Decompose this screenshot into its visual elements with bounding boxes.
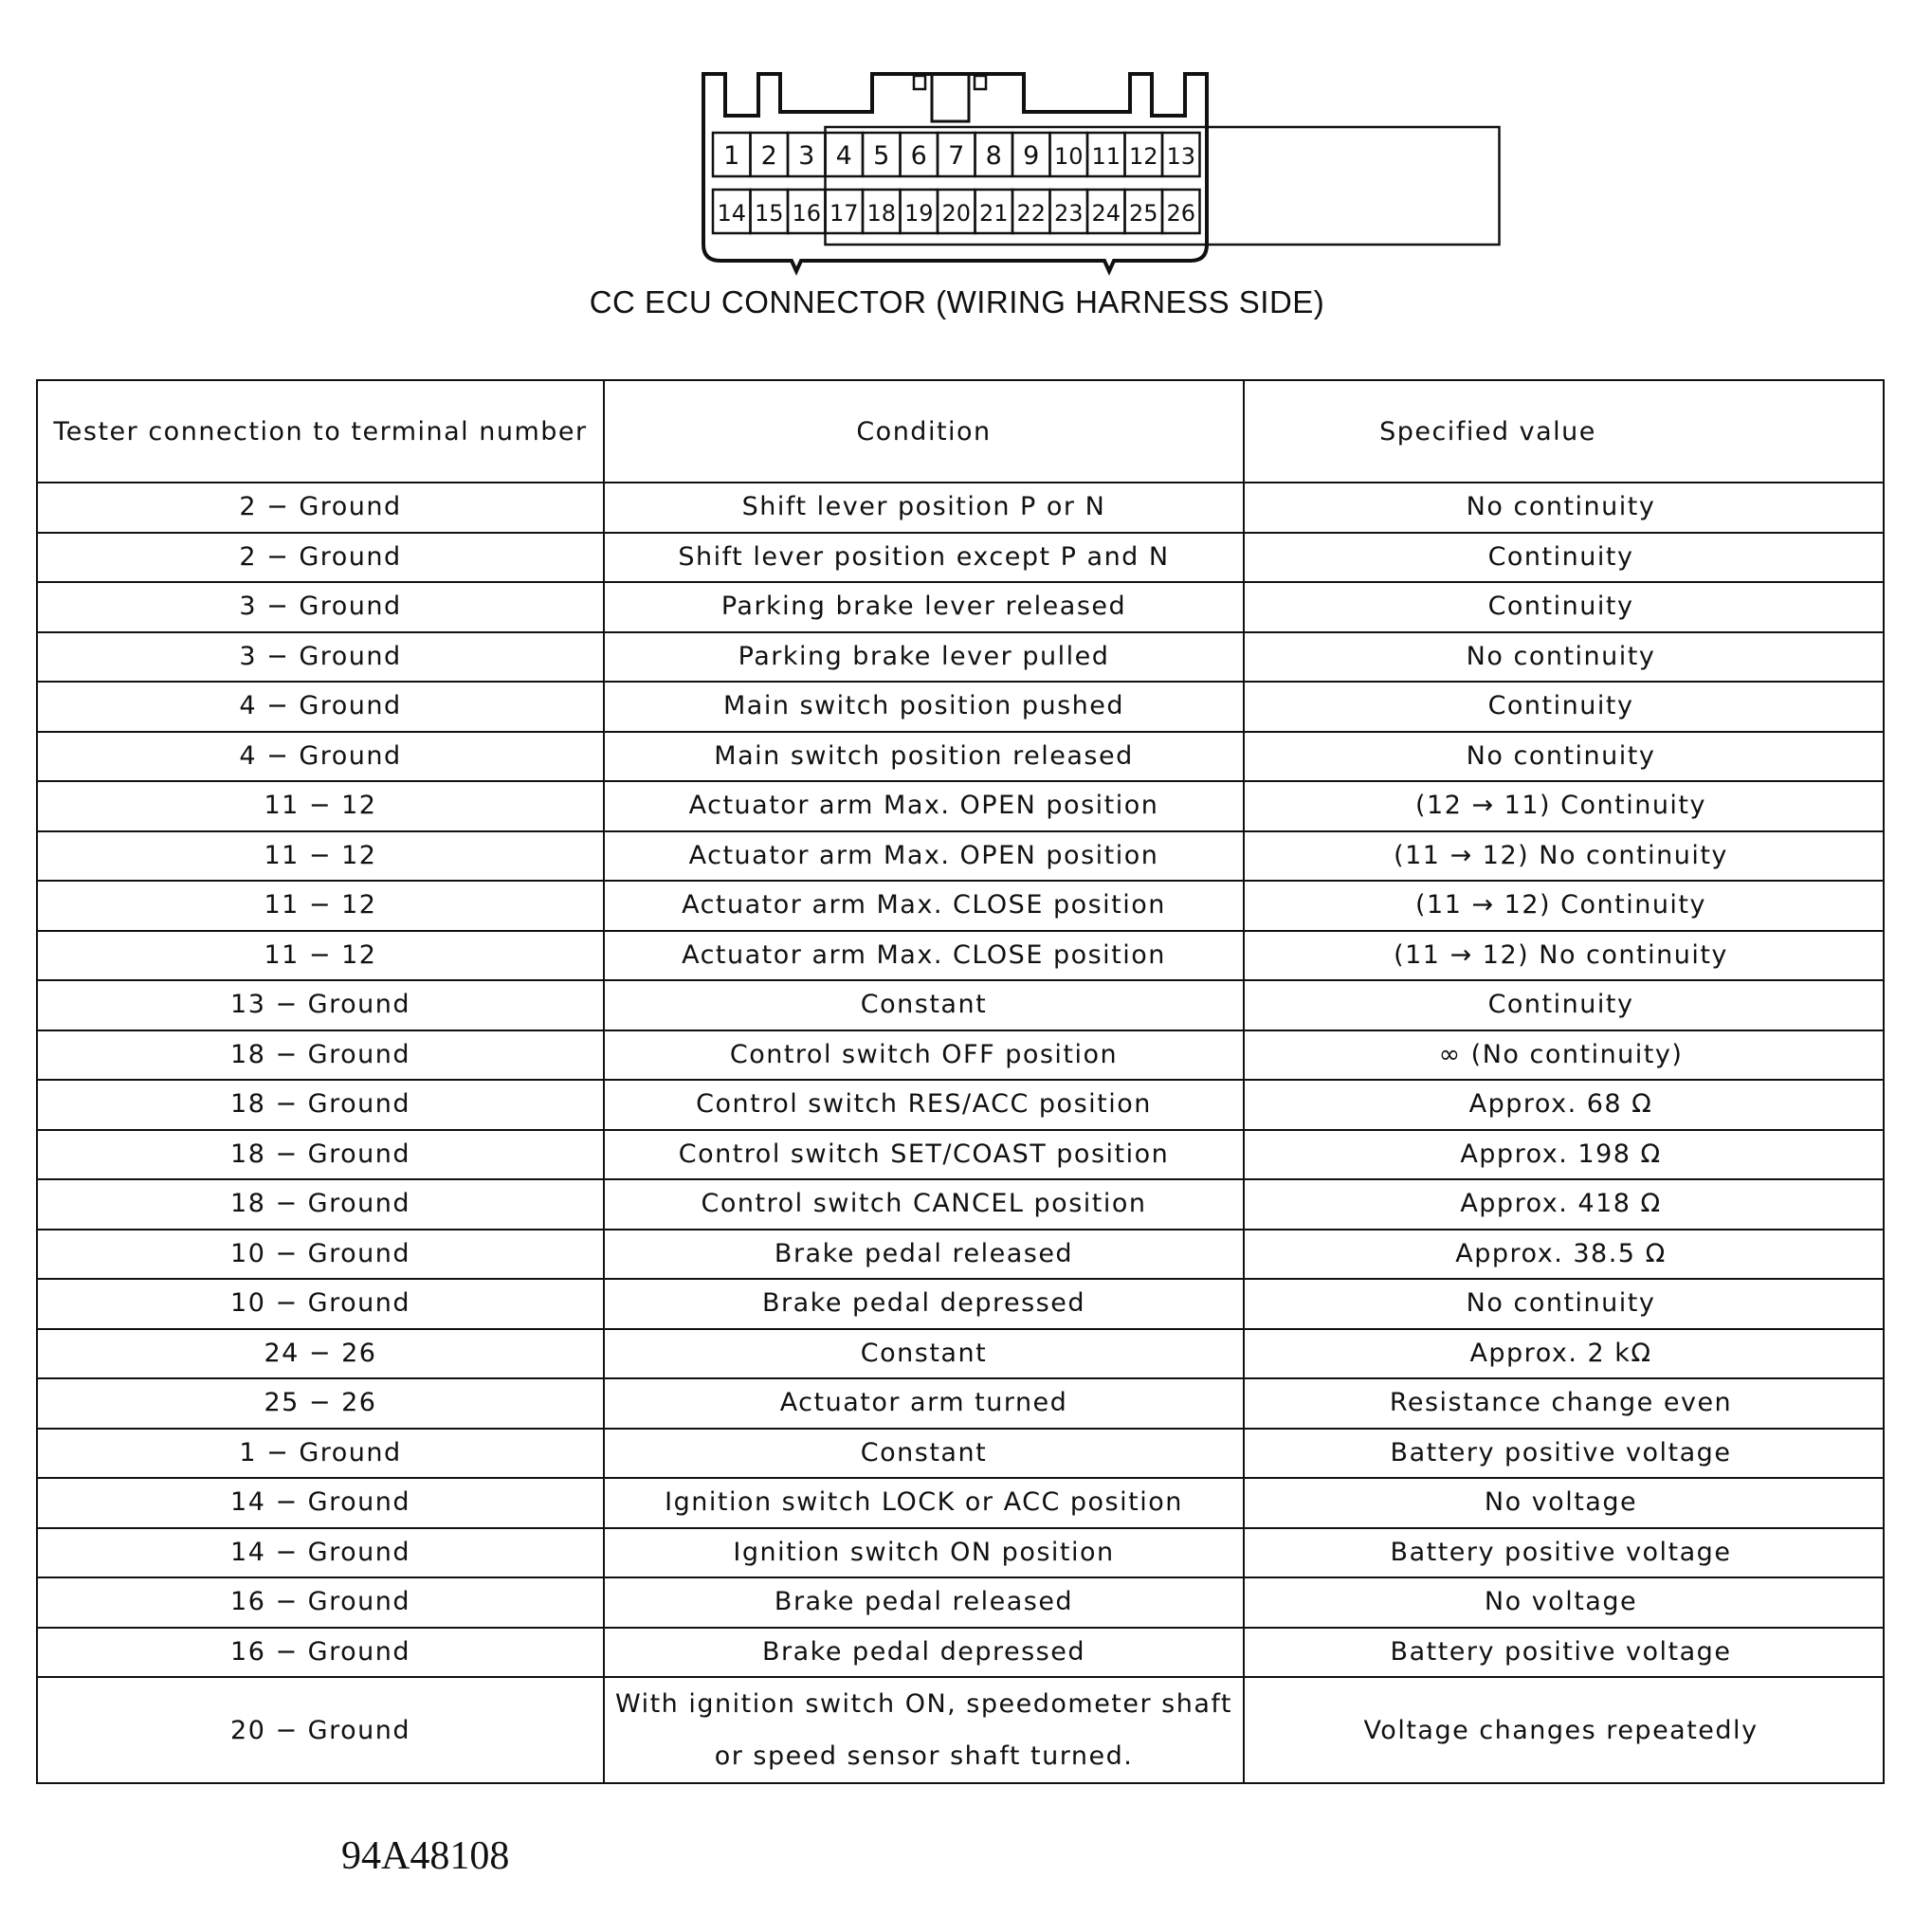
table-row xyxy=(37,1279,1884,1329)
terminal-number: 21 xyxy=(978,200,1009,227)
cell-terminal: 24 − 26 xyxy=(37,1329,604,1379)
cell-specified-value: Approx. 38.5 Ω xyxy=(1244,1230,1884,1280)
terminal-number: 24 xyxy=(1091,200,1121,227)
connector-key-tab-right xyxy=(975,76,986,89)
cell-specified-value: No voltage xyxy=(1244,1577,1884,1628)
cell-terminal: 16 − Ground xyxy=(37,1577,604,1628)
cell-specified-value: Battery positive voltage xyxy=(1244,1429,1884,1479)
cell-terminal: 10 − Ground xyxy=(37,1230,604,1280)
terminal-number: 2 xyxy=(760,141,777,171)
cell-condition: Ignition switch ON position xyxy=(604,1528,1244,1578)
table-row xyxy=(37,732,1884,782)
cell-terminal: 14 − Ground xyxy=(37,1478,604,1528)
cell-condition: Control switch SET/COAST position xyxy=(604,1130,1244,1180)
cell-terminal: 16 − Ground xyxy=(37,1628,604,1678)
cell-terminal: 18 − Ground xyxy=(37,1030,604,1081)
table-row xyxy=(37,582,1884,632)
table-row xyxy=(37,1030,1884,1081)
cell-terminal: 25 − 26 xyxy=(37,1378,604,1429)
cell-terminal: 20 − Ground xyxy=(37,1677,604,1783)
cell-specified-value: Approx. 2 kΩ xyxy=(1244,1329,1884,1379)
cell-condition: Constant xyxy=(604,1329,1244,1379)
terminal-number: 13 xyxy=(1166,143,1196,170)
cell-specified-value: Continuity xyxy=(1244,682,1884,732)
cell-condition: Constant xyxy=(604,980,1244,1030)
cell-terminal: 2 − Ground xyxy=(37,533,604,583)
cell-terminal: 1 − Ground xyxy=(37,1429,604,1479)
table-row xyxy=(37,931,1884,981)
table-row xyxy=(37,980,1884,1030)
table-row xyxy=(37,1230,1884,1280)
cell-condition: Actuator arm Max. OPEN position xyxy=(604,781,1244,831)
table-row xyxy=(37,1130,1884,1180)
cell-terminal: 11 − 12 xyxy=(37,881,604,931)
cell-condition: Parking brake lever pulled xyxy=(604,632,1244,683)
terminal-number: 22 xyxy=(1016,200,1047,227)
cell-condition: Main switch position released xyxy=(604,732,1244,782)
connector-key-tab-left xyxy=(914,76,925,89)
connector-diagram xyxy=(0,0,1914,284)
cell-condition: Ignition switch LOCK or ACC position xyxy=(604,1478,1244,1528)
cell-condition: Actuator arm Max. CLOSE position xyxy=(604,881,1244,931)
table-row xyxy=(37,1528,1884,1578)
cell-condition: With ignition switch ON, speedometer shaft or speed sensor shaft turned. xyxy=(604,1677,1244,1783)
connector-caption: CC ECU CONNECTOR (WIRING HARNESS SIDE) xyxy=(589,284,1325,319)
cell-condition: Actuator arm turned xyxy=(604,1378,1244,1429)
terminal-number: 20 xyxy=(941,200,972,227)
cell-condition: Brake pedal depressed xyxy=(604,1628,1244,1678)
terminal-number: 12 xyxy=(1128,143,1158,170)
cell-terminal: 11 − 12 xyxy=(37,931,604,981)
terminal-number: 25 xyxy=(1128,200,1158,227)
table-row xyxy=(37,483,1884,533)
terminal-number: 19 xyxy=(903,200,934,227)
table-row xyxy=(37,831,1884,882)
table-row xyxy=(37,1080,1884,1130)
cell-specified-value: No continuity xyxy=(1244,732,1884,782)
table-body xyxy=(37,483,1884,1783)
cell-terminal: 14 − Ground xyxy=(37,1528,604,1578)
cell-terminal: 2 − Ground xyxy=(37,483,604,533)
cell-condition: Constant xyxy=(604,1429,1244,1479)
cell-condition: Control switch CANCEL position xyxy=(604,1179,1244,1230)
cell-condition: Brake pedal released xyxy=(604,1577,1244,1628)
cell-terminal: 3 − Ground xyxy=(37,632,604,683)
table-header-row xyxy=(37,380,1884,483)
terminal-number: 23 xyxy=(1053,200,1084,227)
cell-terminal: 18 − Ground xyxy=(37,1179,604,1230)
cell-specified-value: Approx. 198 Ω xyxy=(1244,1130,1884,1180)
cell-condition: Actuator arm Max. CLOSE position xyxy=(604,931,1244,981)
header-terminal: Tester connection to terminal number xyxy=(37,380,604,483)
cell-condition: Control switch RES/ACC position xyxy=(604,1080,1244,1130)
cell-specified-value: Approx. 418 Ω xyxy=(1244,1179,1884,1230)
cell-specified-value: No continuity xyxy=(1244,483,1884,533)
cell-terminal: 13 − Ground xyxy=(37,980,604,1030)
table-row xyxy=(37,1577,1884,1628)
table-row xyxy=(37,881,1884,931)
cell-terminal: 4 − Ground xyxy=(37,682,604,732)
table-row xyxy=(37,682,1884,732)
cell-specified-value: (11 → 12) No continuity xyxy=(1244,931,1884,981)
header-specified-value xyxy=(1244,380,1884,483)
cell-condition: Shift lever position except P and N xyxy=(604,533,1244,583)
table-row xyxy=(37,1478,1884,1528)
cell-specified-value: Resistance change even xyxy=(1244,1378,1884,1429)
table-row xyxy=(37,781,1884,831)
terminal-number: 8 xyxy=(985,141,1002,171)
terminal-number: 14 xyxy=(717,200,747,227)
cell-specified-value: (12 → 11) Continuity xyxy=(1244,781,1884,831)
terminal-number: 3 xyxy=(798,141,815,171)
cell-specified-value: Continuity xyxy=(1244,533,1884,583)
cell-terminal: 11 − 12 xyxy=(37,781,604,831)
table-row xyxy=(37,1677,1884,1783)
table-row xyxy=(37,632,1884,683)
cell-specified-value: Battery positive voltage xyxy=(1244,1628,1884,1678)
cell-specified-value: Battery positive voltage xyxy=(1244,1528,1884,1578)
terminal-number: 16 xyxy=(792,200,822,227)
terminal-number: 26 xyxy=(1166,200,1196,227)
cell-terminal: 18 − Ground xyxy=(37,1080,604,1130)
cell-specified-value: Approx. 68 Ω xyxy=(1244,1080,1884,1130)
connector-housing xyxy=(703,74,1207,271)
cell-specified-value: ∞ (No continuity) xyxy=(1244,1030,1884,1081)
header-specified-value-label: Specified value xyxy=(1379,416,1596,447)
cell-specified-value: Continuity xyxy=(1244,582,1884,632)
table-row xyxy=(37,533,1884,583)
table-row xyxy=(37,1429,1884,1479)
terminal-number: 4 xyxy=(835,141,852,171)
terminal-inspection-table xyxy=(36,379,1885,1784)
table-row xyxy=(37,1179,1884,1230)
cell-specified-value: (11 → 12) Continuity xyxy=(1244,881,1884,931)
cell-terminal: 10 − Ground xyxy=(37,1279,604,1329)
terminal-number: 10 xyxy=(1053,143,1084,170)
cell-terminal: 3 − Ground xyxy=(37,582,604,632)
cell-specified-value: Continuity xyxy=(1244,980,1884,1030)
cell-condition: Shift lever position P or N xyxy=(604,483,1244,533)
terminal-number: 17 xyxy=(829,200,859,227)
cell-condition: Control switch OFF position xyxy=(604,1030,1244,1081)
terminal-inspection-table-wrap xyxy=(36,379,1883,1784)
cell-terminal: 18 − Ground xyxy=(37,1130,604,1180)
cell-condition: Parking brake lever released xyxy=(604,582,1244,632)
terminal-number: 7 xyxy=(948,141,965,171)
header-condition: Condition xyxy=(604,380,1244,483)
figure-code: 94A48108 xyxy=(341,1834,510,1878)
terminal-number: 11 xyxy=(1091,143,1121,170)
table-row xyxy=(37,1329,1884,1379)
terminal-number: 9 xyxy=(1023,141,1040,171)
cell-specified-value: No continuity xyxy=(1244,1279,1884,1329)
table-row xyxy=(37,1628,1884,1678)
terminal-number: 5 xyxy=(873,141,890,171)
connector-key xyxy=(932,76,969,121)
cell-terminal: 4 − Ground xyxy=(37,732,604,782)
cell-condition: Actuator arm Max. OPEN position xyxy=(604,831,1244,882)
cell-condition: Brake pedal depressed xyxy=(604,1279,1244,1329)
terminal-grid xyxy=(713,127,1500,245)
cell-condition: Brake pedal released xyxy=(604,1230,1244,1280)
cell-specified-value: No voltage xyxy=(1244,1478,1884,1528)
cell-terminal: 11 − 12 xyxy=(37,831,604,882)
table-row xyxy=(37,1378,1884,1429)
cell-condition: Main switch position pushed xyxy=(604,682,1244,732)
terminal-number: 15 xyxy=(754,200,784,227)
cell-specified-value: No continuity xyxy=(1244,632,1884,683)
terminal-number: 18 xyxy=(866,200,897,227)
cell-specified-value: Voltage changes repeatedly xyxy=(1244,1677,1884,1783)
terminal-number: 6 xyxy=(910,141,927,171)
cell-specified-value: (11 → 12) No continuity xyxy=(1244,831,1884,882)
terminal-number: 1 xyxy=(723,141,740,171)
